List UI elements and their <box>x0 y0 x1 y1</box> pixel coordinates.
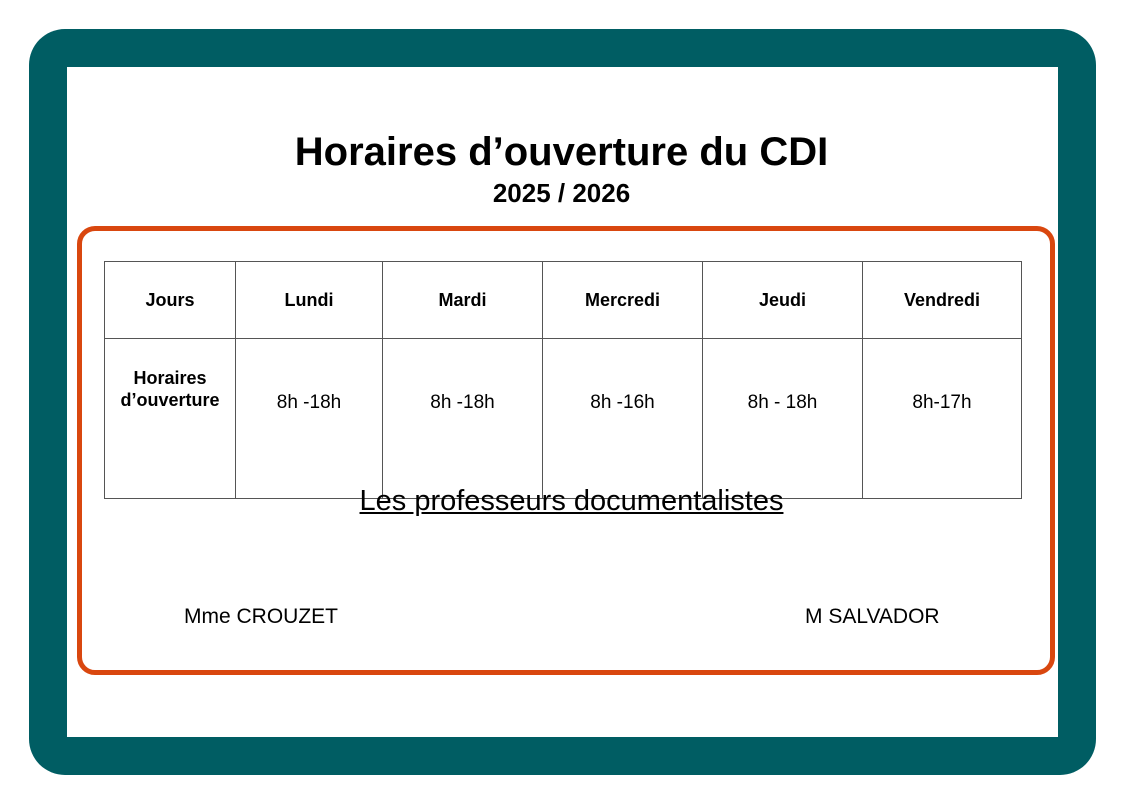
school-year: 2025 / 2026 <box>492 178 631 208</box>
hours-cell: 8h - 18h <box>703 339 863 499</box>
day-header: Mercredi <box>543 262 703 339</box>
day-header: Jeudi <box>703 262 863 339</box>
hours-label-line: Horaires <box>133 368 207 388</box>
librarians-heading: Les professeurs documentalistes <box>359 485 784 517</box>
hours-label-line: d’ouverture <box>120 390 220 410</box>
hours-cell: 8h-17h <box>863 339 1022 499</box>
hours-cell: 8h -18h <box>383 339 543 499</box>
page-title: Horaires d’ouverture du CDI <box>294 130 829 174</box>
librarian-name: M SALVADOR <box>805 605 940 628</box>
day-header: Vendredi <box>863 262 1022 339</box>
days-row <box>105 262 1022 339</box>
opening-hours-table <box>104 261 1022 499</box>
hours-row <box>105 339 1022 499</box>
row-header-days: Jours <box>105 262 236 339</box>
hours-cell: 8h -18h <box>236 339 383 499</box>
day-header: Lundi <box>236 262 383 339</box>
librarian-name: Mme CROUZET <box>184 605 338 628</box>
hours-cell: 8h -16h <box>543 339 703 499</box>
row-header-hours <box>105 339 236 499</box>
day-header: Mardi <box>383 262 543 339</box>
